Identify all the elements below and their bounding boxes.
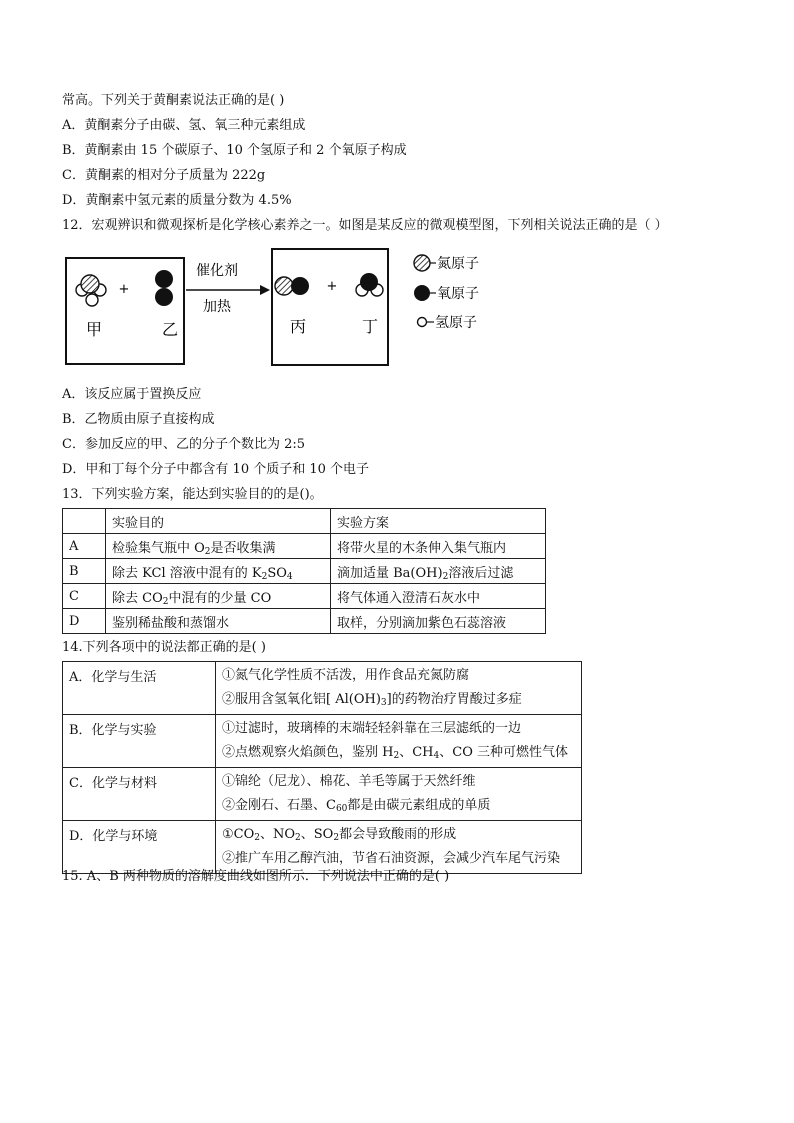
plan-cell: 将气体通入澄清石灰水中 bbox=[331, 584, 546, 609]
q11-option-a: A．黄酮素分子由碳、氢、氧三种元素组成 bbox=[62, 118, 306, 133]
table-header-row bbox=[63, 509, 546, 534]
q11-option-d: D．黄酮素中氢元素的质量分数为 4.5% bbox=[62, 193, 292, 208]
aim-cell: 鉴别稀盐酸和蒸馏水 bbox=[106, 609, 331, 634]
q12-option-c: C．参加反应的甲、乙的分子个数比为 2:5 bbox=[62, 437, 306, 452]
table-row bbox=[63, 584, 546, 609]
reaction-micro-model-diagram bbox=[64, 246, 514, 371]
q12-option-a: A．该反应属于置换反应 bbox=[62, 387, 202, 402]
molecule-jia-icon bbox=[76, 275, 106, 306]
plus-sign-1: + bbox=[118, 282, 130, 297]
arrow-condition-heat: 加热 bbox=[203, 299, 231, 315]
label-ding: 丁 bbox=[361, 317, 379, 336]
q13-stem: 13．下列实验方案，能达到实验目的的是()。 bbox=[62, 487, 323, 502]
statements-cell: ①过滤时，玻璃棒的末端轻轻斜靠在三层滤纸的一边 ②点燃观察火焰颜色，鉴别 $H_2$、$CH_4$、CO 三种可燃性气体 bbox=[216, 715, 582, 768]
category-cell: C．化学与材料 bbox=[63, 768, 216, 821]
plan-cell: 取样，分别滴加紫色石蕊溶液 bbox=[331, 609, 546, 634]
arrow-condition-catalyst: 催化剂 bbox=[196, 263, 238, 279]
q11-option-b: B．黄酮素由 15 个碳原子、10 个氢原子和 2 个氧原子构成 bbox=[62, 143, 407, 158]
product-box bbox=[272, 249, 388, 365]
q11-option-c: C．黄酮素的相对分子质量为 222g bbox=[62, 168, 266, 183]
svg-text:氢原子: 氢原子 bbox=[435, 315, 477, 331]
category-cell: A．化学与生活 bbox=[63, 662, 216, 715]
legend-nitrogen bbox=[414, 255, 479, 272]
legend-oxygen bbox=[414, 285, 479, 302]
plan-cell: 将带火星的木条伸入集气瓶内 bbox=[331, 534, 546, 559]
header-cell bbox=[63, 509, 106, 534]
header-cell: 实验方案 bbox=[331, 509, 546, 534]
statements-cell: $①CO_2$、$NO_2$、$SO_2$都会导致酸雨的形成 ②推广车用乙醇汽油，节省石油资源，会减少汽车尾气污染 bbox=[216, 821, 582, 874]
row-key: A bbox=[63, 534, 106, 559]
svg-text:氧原子: 氧原子 bbox=[437, 286, 479, 302]
q14-stem: 14.下列各项中的说法都正确的是( ) bbox=[62, 640, 266, 655]
table-row bbox=[63, 715, 582, 768]
aim-cell: 检验集气瓶中 $O_2$是否收集满 bbox=[106, 534, 331, 559]
molecule-bing-icon bbox=[275, 277, 309, 295]
table-row bbox=[63, 559, 546, 584]
label-jia: 甲 bbox=[85, 320, 103, 339]
q12-option-d: D．甲和丁每个分子中都含有 10 个质子和 10 个电子 bbox=[62, 462, 370, 477]
hydrogen-atom-icon bbox=[418, 318, 427, 327]
label-yi: 乙 bbox=[161, 320, 179, 339]
table-row bbox=[63, 609, 546, 634]
statements-cell: ①氮气化学性质不活泼，用作食品充氮防腐 ②服用含氢氧化铝[ $Al(OH)_3$]的药物治疗胃酸过多症 bbox=[216, 662, 582, 715]
aim-cell: 除去 KCl 溶液中混有的 $K_2SO_4$ bbox=[106, 559, 331, 584]
q13-table bbox=[62, 508, 546, 634]
nitrogen-atom-icon bbox=[414, 255, 430, 271]
q15-stem: 15. A、B 两种物质的溶解度曲线如图所示．下列说法中正确的是( ) bbox=[62, 869, 450, 884]
category-cell: D．化学与环境 bbox=[63, 821, 216, 874]
row-key: B bbox=[63, 559, 106, 584]
header-cell: 实验目的 bbox=[106, 509, 331, 534]
plan-cell: 滴加适量 $Ba(OH)_2$溶液后过滤 bbox=[331, 559, 546, 584]
row-key: C bbox=[63, 584, 106, 609]
legend-hydrogen bbox=[418, 315, 478, 331]
q14-table bbox=[62, 661, 582, 874]
statements-cell: ①锦纶（尼龙）、棉花、羊毛等属于天然纤维 ②金刚石、石墨、$C_{60}$都是由碳元素组成的单质 bbox=[216, 768, 582, 821]
svg-text:氮原子: 氮原子 bbox=[437, 256, 479, 272]
table-row bbox=[63, 768, 582, 821]
q12-option-b: B．乙物质由原子直接构成 bbox=[62, 412, 215, 427]
table-row bbox=[63, 821, 582, 874]
q11-stem-tail: 常高。下列关于黄酮素说法正确的是( ) bbox=[62, 93, 285, 108]
row-key: D bbox=[63, 609, 106, 634]
plus-sign-2: + bbox=[326, 279, 338, 294]
q12-stem: 12．宏观辨识和微观探析是化学核心素养之一。如图是某反应的微观模型图，下列相关说法正确的是（ ） bbox=[62, 218, 668, 233]
category-cell: B．化学与实验 bbox=[63, 715, 216, 768]
aim-cell: 除去 $CO_2$中混有的少量 CO bbox=[106, 584, 331, 609]
table-row bbox=[63, 534, 546, 559]
table-row bbox=[63, 662, 582, 715]
oxygen-atom-icon bbox=[414, 285, 430, 301]
molecule-ding-icon bbox=[356, 273, 383, 296]
molecule-yi-icon bbox=[155, 270, 173, 306]
label-bing: 丙 bbox=[289, 317, 307, 336]
